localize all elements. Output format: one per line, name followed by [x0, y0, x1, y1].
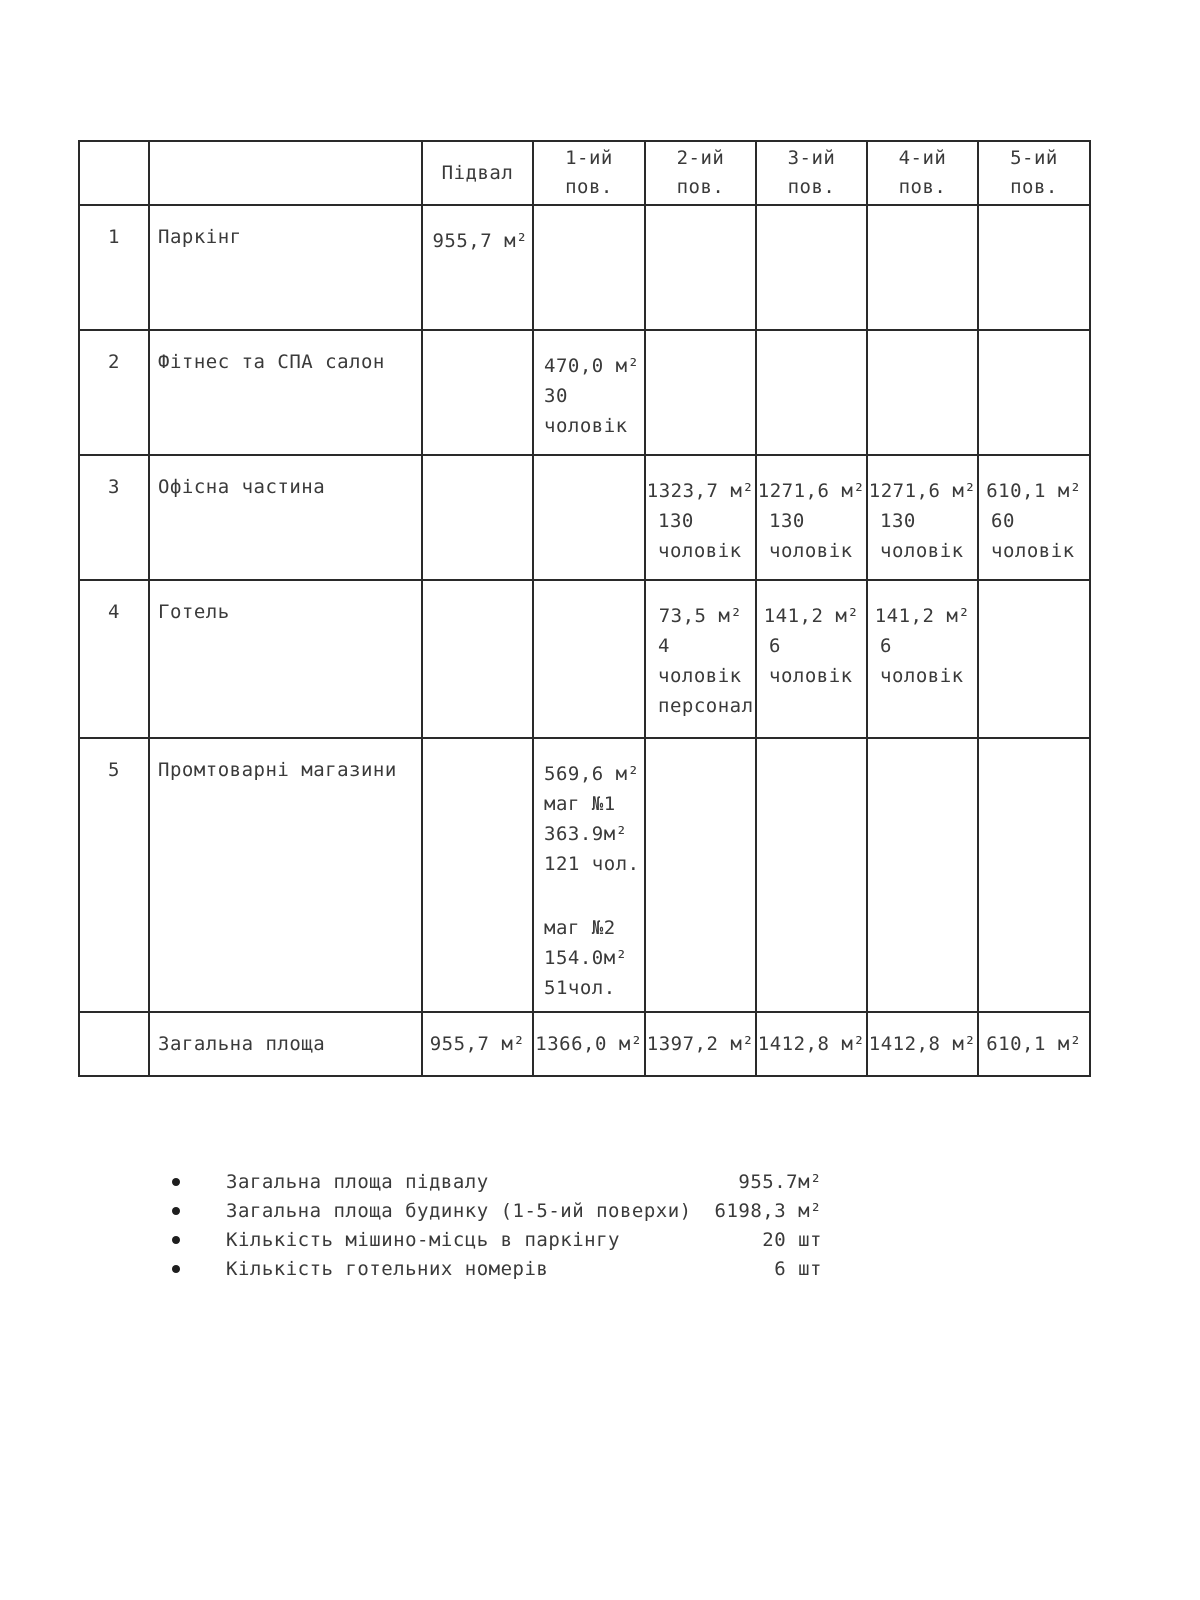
cell-floor-5	[978, 330, 1090, 455]
cell-basement	[422, 330, 533, 455]
cell-floor-5: 610,1 м² 60 чоловік	[978, 455, 1090, 580]
cell-floor-1: 470,0 м² 30 чоловік	[533, 330, 645, 455]
total-row	[79, 1012, 1090, 1076]
header-name-cell	[149, 141, 422, 205]
summary-value: 955.7м²	[738, 1171, 822, 1193]
building-area-table	[78, 140, 1091, 1077]
row-name: Фітнес та СПА салон	[149, 330, 422, 455]
total-floor-2: 1397,2 м²	[645, 1012, 756, 1076]
cell-floor-4: 1271,6 м² 130 чоловік	[867, 455, 978, 580]
row-name: Паркінг	[149, 205, 422, 330]
cell-basement: 955,7 м²	[422, 205, 533, 330]
total-label: Загальна площа	[149, 1012, 422, 1076]
row-number: 5	[79, 738, 149, 1012]
summary-label: Загальна площа підвалу	[226, 1171, 489, 1193]
cell-basement	[422, 738, 533, 1012]
summary-label: Кількість мішино-місць в паркінгу	[226, 1229, 620, 1251]
bullet-icon	[172, 1178, 180, 1186]
cell-floor-2	[645, 205, 756, 330]
row-number: 4	[79, 580, 149, 738]
total-floor-3: 1412,8 м²	[756, 1012, 867, 1076]
summary-value: 6198,3 м²	[714, 1200, 822, 1222]
cell-floor-1	[533, 580, 645, 738]
row-number: 3	[79, 455, 149, 580]
bullet-icon	[172, 1265, 180, 1273]
cell-floor-2	[645, 738, 756, 1012]
cell-floor-5	[978, 205, 1090, 330]
header-floor-3: 3-ий пов.	[756, 141, 867, 205]
cell-floor-1	[533, 455, 645, 580]
table-row	[79, 738, 1090, 1012]
total-floor-4: 1412,8 м²	[867, 1012, 978, 1076]
cell-floor-1: 569,6 м² маг №1 363.9м² 121 чол. маг №2 154.0м² 51чол.	[533, 738, 645, 1012]
header-basement: Підвал	[422, 141, 533, 205]
header-floor-5: 5-ий пов.	[978, 141, 1090, 205]
summary-value: 20 шт	[762, 1229, 822, 1251]
cell-floor-1	[533, 205, 645, 330]
cell-basement	[422, 580, 533, 738]
cell-floor-5	[978, 580, 1090, 738]
bullet-icon	[172, 1236, 180, 1244]
table-row	[79, 330, 1090, 455]
summary-value: 6 шт	[774, 1258, 822, 1280]
row-name: Промтоварні магазини	[149, 738, 422, 1012]
cell-floor-4: 141,2 м² 6 чоловік	[867, 580, 978, 738]
cell-floor-4	[867, 330, 978, 455]
row-name: Офісна частина	[149, 455, 422, 580]
table-row	[79, 455, 1090, 580]
summary-label: Кількість готельних номерів	[226, 1258, 549, 1280]
row-number: 1	[79, 205, 149, 330]
cell-basement	[422, 455, 533, 580]
table-header-row	[79, 141, 1090, 205]
cell-floor-2	[645, 330, 756, 455]
header-floor-4: 4-ий пов.	[867, 141, 978, 205]
table-row	[79, 580, 1090, 738]
cell-floor-3	[756, 330, 867, 455]
total-floor-5: 610,1 м²	[978, 1012, 1090, 1076]
cell-floor-2: 1323,7 м² 130 чоловік	[645, 455, 756, 580]
cell-floor-2: 73,5 м² 4 чоловік персонал	[645, 580, 756, 738]
cell-floor-3: 141,2 м² 6 чоловік	[756, 580, 867, 738]
cell-floor-3	[756, 738, 867, 1012]
cell-floor-4	[867, 738, 978, 1012]
header-num-cell	[79, 141, 149, 205]
total-floor-1: 1366,0 м²	[533, 1012, 645, 1076]
bullet-icon	[172, 1207, 180, 1215]
cell-floor-3: 1271,6 м² 130 чоловік	[756, 455, 867, 580]
row-number: 2	[79, 330, 149, 455]
header-floor-1: 1-ий пов.	[533, 141, 645, 205]
summary-label: Загальна площа будинку (1-5-ий поверхи)	[226, 1200, 692, 1222]
cell-floor-5	[978, 738, 1090, 1012]
row-name: Готель	[149, 580, 422, 738]
cell-floor-3	[756, 205, 867, 330]
total-num-cell	[79, 1012, 149, 1076]
cell-floor-4	[867, 205, 978, 330]
table-row	[79, 205, 1090, 330]
header-floor-2: 2-ий пов.	[645, 141, 756, 205]
total-basement: 955,7 м²	[422, 1012, 533, 1076]
